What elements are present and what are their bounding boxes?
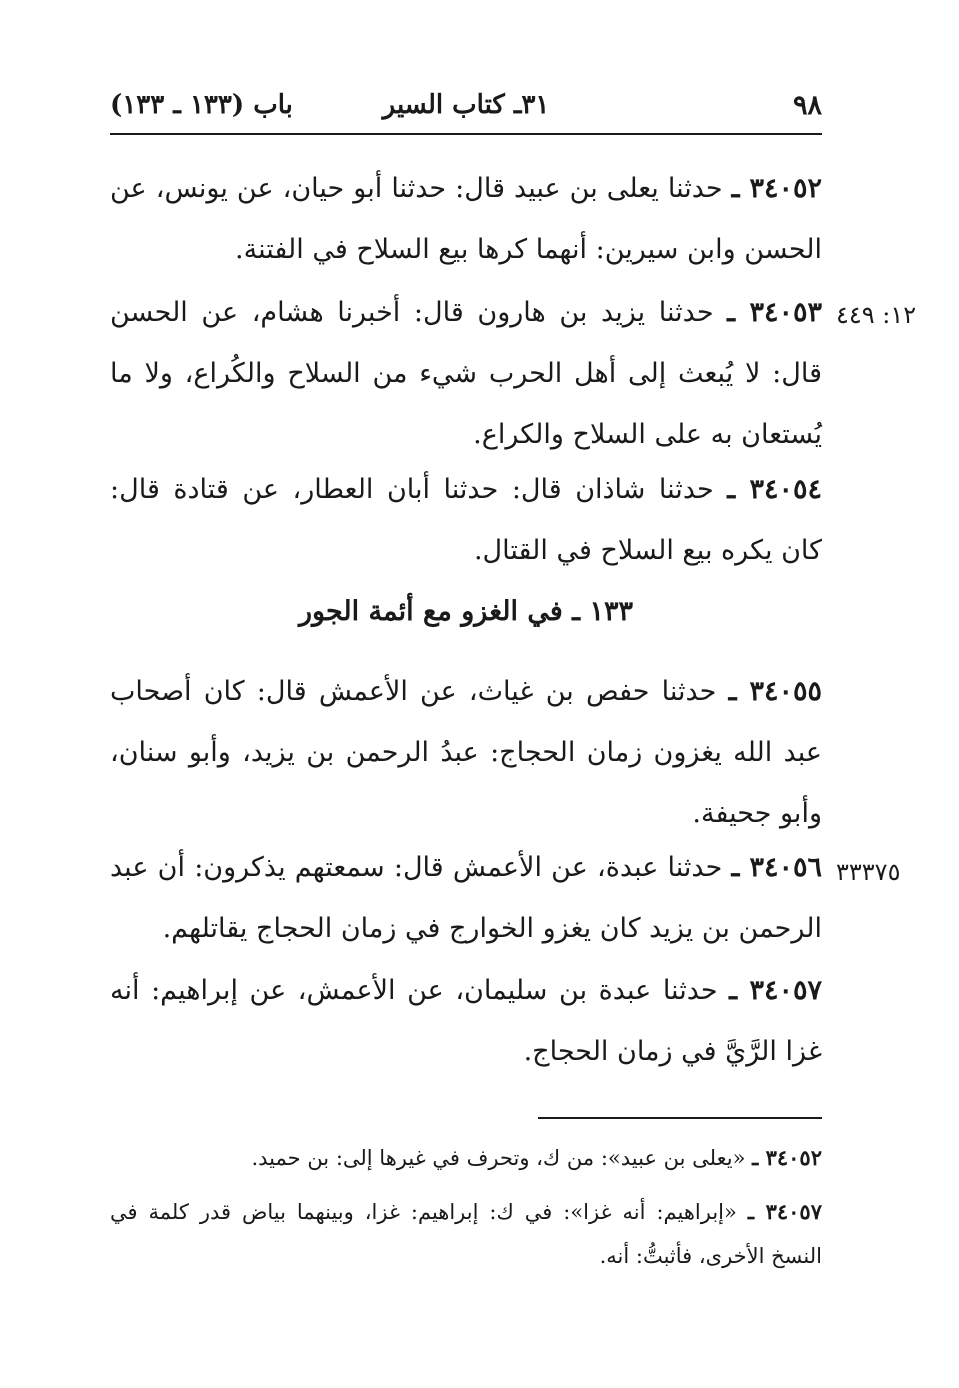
footnote [110,1190,822,1278]
header-rule [110,133,822,135]
hadith-text: حدثنا شاذان قال: حدثنا أبان العطار، عن قتادة قال: كان يكره بيع السلاح في القتال. [110,474,822,566]
hadith-paragraph [110,960,822,1082]
footnote-text: «يعلى بن عبيد»: من ك، وتحرف في غيرها إلى: بن حميد. [251,1146,746,1170]
hadith-number: ٣٤٠٥٥ ـ [728,676,822,707]
footnote-rule [538,1117,822,1119]
hadith-paragraph [110,158,822,280]
hadith-text: حدثنا عبدة بن سليمان، عن الأعمش، عن إبراهيم: أنه غزا الرَّيَّ في زمان الحجاج. [110,975,822,1067]
hadith-text: حدثنا يزيد بن هارون قال: أخبرنا هشام، عن الحسن قال: لا يُبعث إلى أهل الحرب شيء من السلاح والكُراع، ولا ما يُستعان به على السلاح والكراع. [110,297,822,450]
footnote-number: ٣٤٠٥٢ ـ [752,1145,822,1170]
margin-reference: ٣٣٣٧٥ [836,858,901,886]
hadith-paragraph [110,282,822,465]
hadith-number: ٣٤٠٥٣ ـ [727,297,823,328]
hadith-text: حدثنا عبدة، عن الأعمش قال: سمعتهم يذكرون: أن عبد الرحمن بن يزيد كان يغزو الخوارج في زمان الحجاج يقاتلهم. [110,852,822,944]
footnote [110,1136,822,1180]
hadith-paragraph [110,459,822,581]
hadith-number: ٣٤٠٥٢ ـ [731,173,822,204]
hadith-paragraph [110,661,822,844]
margin-reference: ١٢: ٤٤٩ [836,301,917,329]
hadith-paragraph [110,837,822,959]
footnote-number: ٣٤٠٥٧ ـ [747,1199,822,1224]
page-number: ٩٨ [792,90,822,121]
chapter-range: باب (١٣٣ ـ ١٣٣) [110,90,293,120]
hadith-number: ٣٤٠٥٧ ـ [729,975,822,1006]
page-header [110,86,822,126]
hadith-number: ٣٤٠٥٦ ـ [731,852,822,883]
hadith-text: حدثنا حفص بن غياث، عن الأعمش قال: كان أصحاب عبد الله يغزون زمان الحجاج: عبدُ الرحمن بن يزيد، وأبو سنان، وأبو جحيفة. [110,676,822,829]
section-title: ١٣٣ ـ في الغزو مع أئمة الجور [298,596,633,627]
footnote-text: «إبراهيم: أنه غزا»: في ك: إبراهيم: غزا، وبينهما بياض قدر كلمة في النسخ الأخرى، فأثبتُّ: أنه. [110,1200,822,1268]
hadith-text: حدثنا يعلى بن عبيد قال: حدثنا أبو حيان، عن يونس، عن الحسن وابن سيرين: أنهما كرها بيع السلاح في الفتنة. [110,173,822,265]
book-title: ٣١ـ كتاب السير [382,90,550,120]
hadith-number: ٣٤٠٥٤ ـ [727,474,822,505]
